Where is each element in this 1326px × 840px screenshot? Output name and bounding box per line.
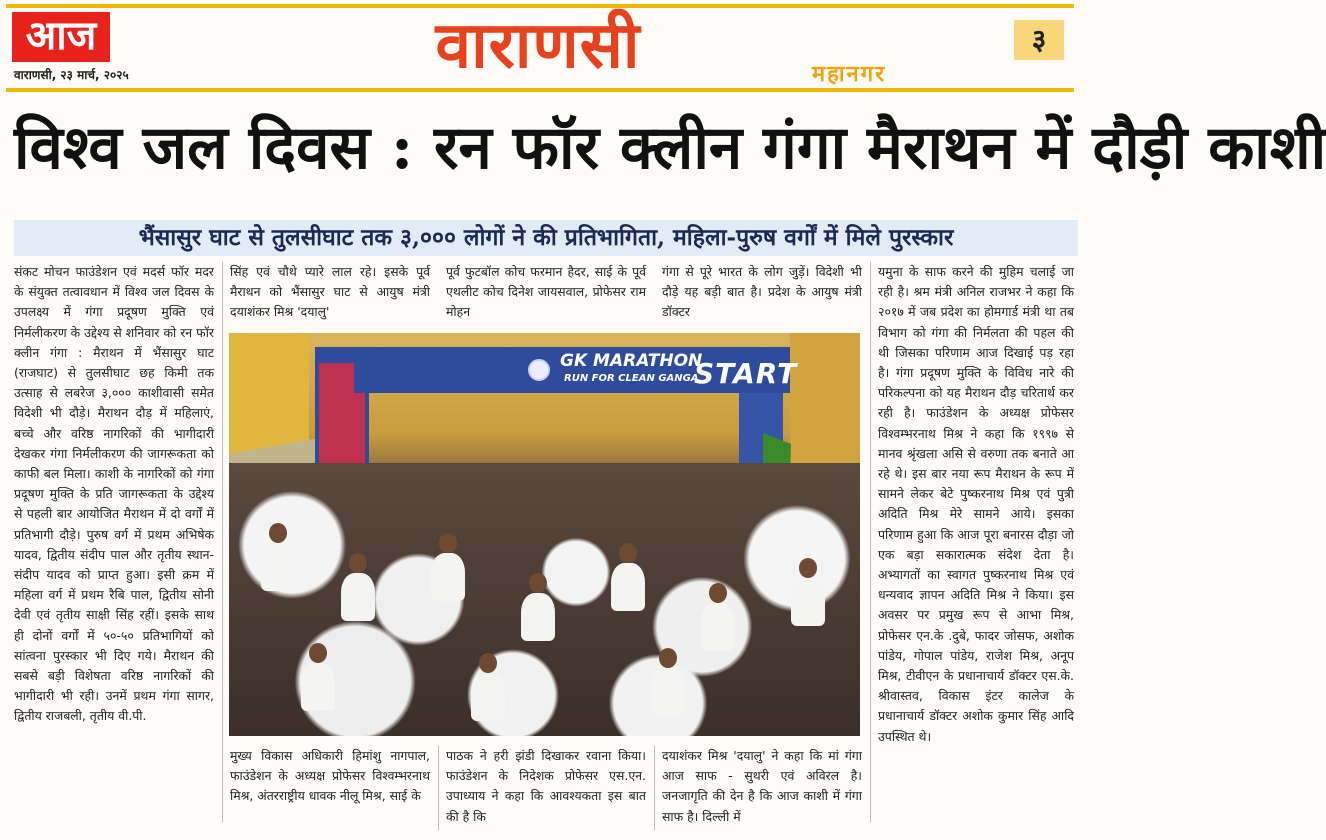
runner bbox=[701, 603, 735, 651]
subheadline: भैंसासुर घाट से तुलसीघाट तक ३,००० लोगों ने की प्रतिभागिता, महिला-पुरुष वर्गों में मिले पुरस्कार bbox=[138, 224, 954, 251]
newspaper-logo: आज bbox=[12, 12, 110, 62]
runner-head bbox=[269, 523, 287, 543]
subhead-band bbox=[14, 220, 1078, 256]
runner-head bbox=[309, 643, 327, 663]
banner-title: GK MARATHON bbox=[560, 351, 703, 371]
runner-head bbox=[709, 583, 727, 603]
page-number: ३ bbox=[1014, 20, 1064, 60]
article-column-1: संकट मोचन फाउंडेशन एवं मदर्स फॉर मदर के संयुक्त तत्वावधान में विश्व जल दिवस के उपलक्ष्य में गंगा प्रदूषण मुक्ति एवं निर्मलीकरण के उद्देश्य से शनिवार को रन फॉर क्लीन गंगा : मैराथन में भैंसासुर घाट (राजघाट) से तुलसीघाट छह किमी तक उत्साह से लबरेज ३,००० काशीवासी समेत विदेशी भी दौड़े। मैराथन दौड़ में महिलाएं, बच्चे और वरिष्ठ नागरिकों की भागीदारी देखकर गंगा निर्मलीकरण की जागरूकता को काफी बल मिला। काशी के नागरिकों को गंगा प्रदूषण मुक्ति के प्रति जागरूकता के उद्देश्य से पहली बार आयोजित मैराथन में दो वर्गों में प्रतिभागी दौड़े। पुरुष वर्ग में प्रथम अभिषेक यादव, द्वितीय संदीप पाल और तृतीय स्थान-संदीप यादव को प्राप्त हुआ। इसी क्रम में महिला वर्ग में प्रथम रैबि पाल, द्वितीय सोनी देवी एवं तृतीय साक्षी सिंह रहीं। इसके साथ ही दोनों वर्गों में ५०-५० प्रतिभागियों को सांत्वना पुरस्कार भी दिए गये। मैराथन की सबसे बड़ी विशेषता वरिष्ठ नागरिकों की भागीदारी भी रही। उनमें प्रथम गंगा सागर, द्वितीय राजबली, तृतीय वी.पी. bbox=[14, 264, 214, 724]
runner-head bbox=[619, 543, 637, 563]
article-column-5: यमुना के साफ करने की मुहिम चलाई जा रही है। श्रम मंत्री अनिल राजभर ने कहा कि २०१७ में जब प्रदेश का होमगार्ड मंत्री था तब विभाग को गंगा की निर्मलता की पहल की थी जिसका परिणाम आज दिखाई पड़ रहा है। गंगा प्रदूषण मुक्ति के विविध नारे की परिकल्पना को यह मैराथन दौड़ चरितार्थ कर रही है। फाउंडेशन के अध्यक्ष प्रोफेसर विश्वम्भरनाथ मिश्र ने कहा कि १९९७ से मानव श्रृंखला असि से वरुणा तक बनाते आ रहे थे। इस बार नया रूप मैराथन के रूप में सामने लेकर बेटे पुष्करनाथ मिश्र एवं पुत्री अदिति मिश्र मेरे सामने आये। इसका परिणाम हुआ कि आज पूरा बनारस दौड़ा जो एक बड़ा सकारात्मक संदेश देता है। अभ्यागतों का स्वागत पुष्करनाथ मिश्र एवं धन्यवाद ज्ञापन अदिति मिश्र ने किया। इस अवसर पर प्रमुख रूप से आभा मिश्र, प्रोफेसर एन.के .दुबे, फादर जोसफ, अशोक पांडेय, गोपाल पांडेय, राजेश मिश्र, अनूप मिश्र, टीवीएन के प्रधानाचार्य डॉक्टर एस.के. श्रीवास्तव, विकास इंटर कालेज के प्रधानाचार्य डॉक्टर अशोक कुमार सिंह आदि उपस्थित थे। bbox=[878, 264, 1074, 744]
runner bbox=[431, 553, 465, 601]
runner-head bbox=[479, 653, 497, 673]
runner bbox=[341, 573, 375, 621]
foundation-logo-icon bbox=[528, 359, 550, 381]
article-column-3-top: पूर्व फुटबॉल कोच फरमान हैदर, साई के पूर्व एथलीट कोच दिनेश जायसवाल, प्रोफेसर राम मोहन bbox=[446, 264, 646, 320]
runner-head bbox=[799, 558, 817, 578]
city-title: वाराणसी bbox=[435, 8, 641, 83]
runner-head bbox=[439, 533, 457, 553]
column-divider bbox=[870, 262, 871, 822]
marathon-photo bbox=[229, 333, 860, 736]
start-arch-banner bbox=[354, 347, 798, 393]
runner bbox=[521, 593, 555, 641]
runner bbox=[611, 563, 645, 611]
runner-head bbox=[659, 648, 677, 668]
column-divider bbox=[654, 746, 655, 830]
article-column-2-bottom: मुख्य विकास अधिकारी हिमांशु नागपाल, फाउंडेशन के अध्यक्ष प्रोफेसर विश्वम्भरनाथ मिश्र, अंतरराष्ट्रीय धावक नीलू मिश्र, साई के bbox=[230, 748, 430, 804]
runner bbox=[261, 543, 295, 591]
runner-head bbox=[529, 573, 547, 593]
edition-label: महानगर bbox=[812, 61, 887, 87]
runner bbox=[791, 578, 825, 626]
runners-crowd bbox=[229, 463, 860, 736]
building-right bbox=[790, 333, 860, 483]
article-column-3-bottom: पाठक ने हरी झंडी दिखाकर रवाना किया। फाउंडेशन के निदेशक प्रोफेसर एस.एन. उपाध्याय ने कहा कि आवश्यकता इस बात की है कि bbox=[446, 748, 646, 824]
banner-start: START bbox=[694, 357, 798, 390]
runner bbox=[651, 668, 685, 716]
banner-subtitle: RUN FOR CLEAN GANGA bbox=[564, 373, 699, 384]
runner bbox=[301, 663, 335, 711]
runner bbox=[471, 673, 505, 721]
article-column-2-top: सिंह एवं चौथे प्यारे लाल रहे। इसके पूर्व मैराथन को भैंसासुर घाट से आयुष मंत्री दयाशंकर मिश्र 'दयालु' bbox=[230, 264, 430, 320]
article-column-4-top: गंगा से पूरे भारत के लोग जुड़ें। विदेशी भी दौड़े यह बड़ी बात है। प्रदेश के आयुष मंत्री डॉक्टर bbox=[662, 264, 862, 320]
dateline: वाराणसी, २३ मार्च, २०२५ bbox=[14, 68, 129, 82]
masthead-rule bbox=[6, 88, 1074, 92]
runner-head bbox=[349, 553, 367, 573]
headline: विश्व जल दिवस : रन फॉर क्लीन गंगा मैराथन में दौड़ी काशी bbox=[14, 113, 1326, 183]
column-divider bbox=[222, 262, 223, 822]
masthead bbox=[6, 8, 1074, 92]
column-divider bbox=[438, 746, 439, 830]
article-column-4-bottom: दयाशंकर मिश्र 'दयालु' ने कहा कि मां गंगा आज साफ - सुथरी एवं अविरल है। जनजागृति की देन है कि आज काशी में गंगा साफ है। दिल्ली में bbox=[662, 748, 862, 824]
